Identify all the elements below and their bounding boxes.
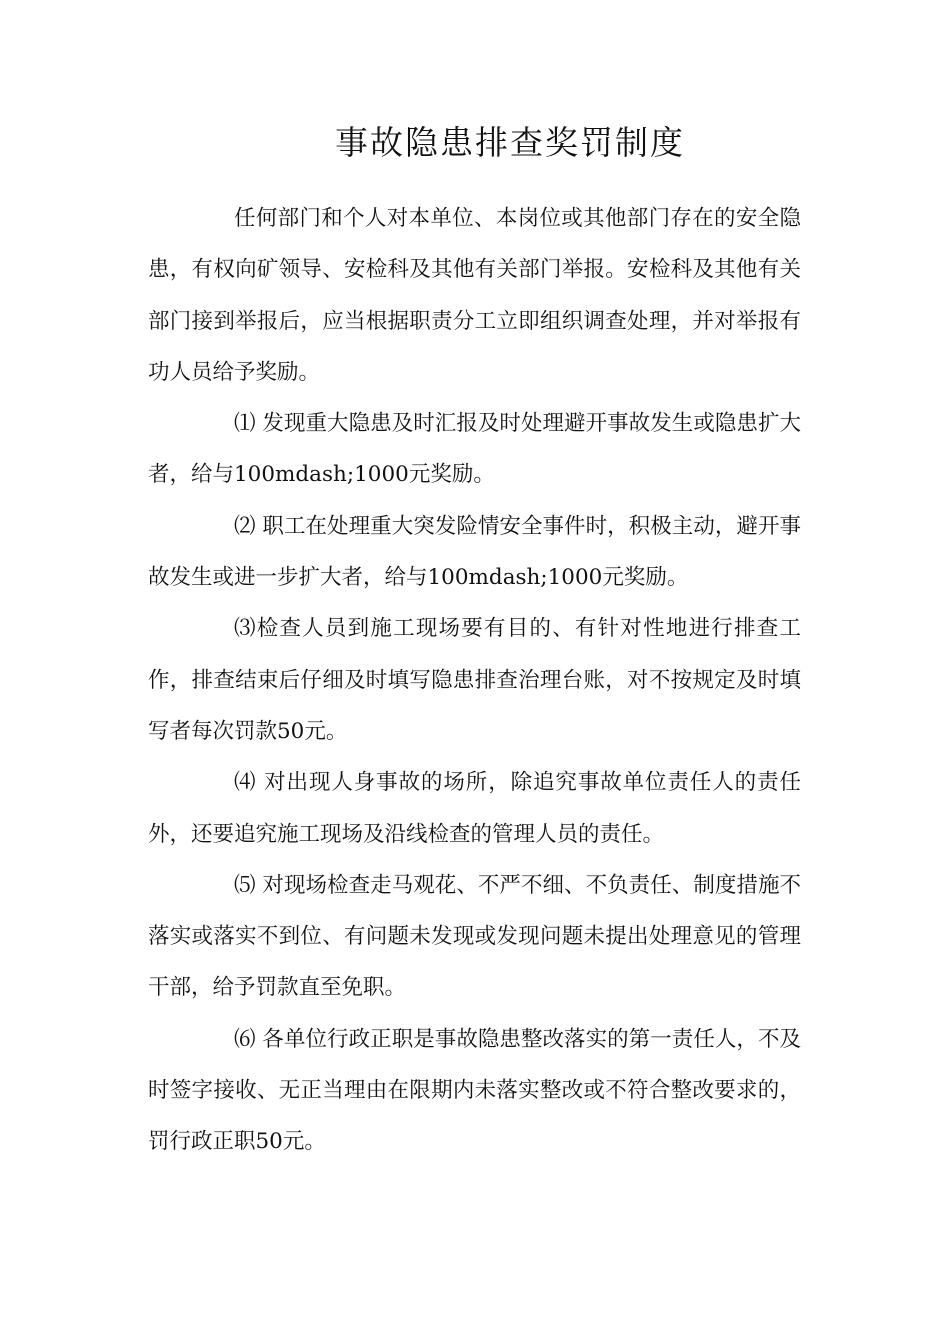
paragraph-item-2: ⑵ 职工在处理重大突发险情安全事件时，积极主动，避开事故发生或进一步扩大者，给与100mdash;1000元奖励。 — [148, 513, 801, 591]
paragraph-item-3: ⑶检查人员到施工现场要有目的、有针对性地进行排查工作，排查结束后仔细及时填写隐患排查治理台账，对不按规定及时填写者每次罚款50元。 — [148, 616, 801, 744]
paragraph-item-5: ⑸ 对现场检查走马观花、不严不细、不负责任、制度措施不落实或落实不到位、有问题未发现或发现问题未提出处理意见的管理干部，给予罚款直至免职。 — [148, 872, 801, 1001]
paragraph-item-4: ⑷ 对出现人身事故的场所，除追究事故单位责任人的责任外，还要追究施工现场及沿线检查的管理人员的责任。 — [148, 770, 801, 847]
document-body — [148, 193, 801, 1168]
paragraph-intro: 任何部门和个人对本单位、本岗位或其他部门存在的安全隐患，有权向矿领导、安检科及其他有关部门举报。安检科及其他有关部门接到举报后，应当根据职责分工立即组织调查处理，并对举报有功人员给予奖励。 — [148, 206, 801, 385]
paragraph-item-6: ⑹ 各单位行政正职是事故隐患整改落实的第一责任人，不及时签字接收、无正当理由在限期内未落实整改或不符合整改要求的，罚行政正职50元。 — [148, 1026, 801, 1155]
document-title: 事故隐患排查奖罚制度 — [335, 123, 685, 162]
paragraph-item-1: ⑴ 发现重大隐患及时汇报及时处理避开事故发生或隐患扩大者，给与100mdash;1000元奖励。 — [148, 411, 801, 488]
